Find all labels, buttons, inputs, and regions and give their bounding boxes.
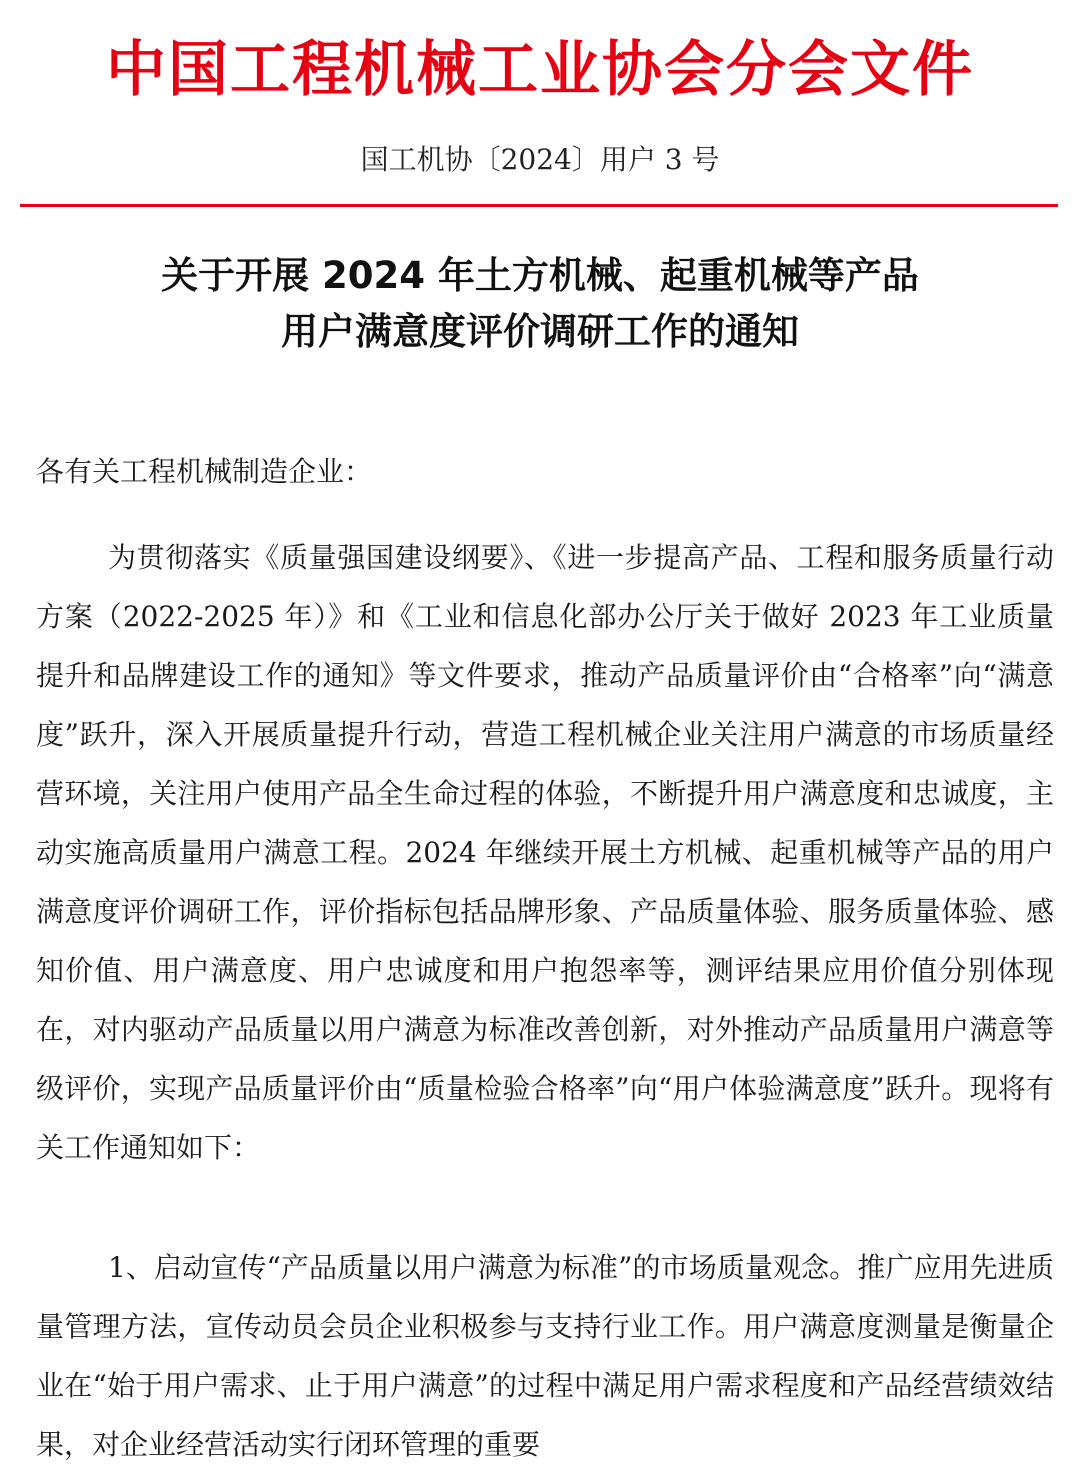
notice-title-line-2: 用户满意度评价调研工作的通知 — [281, 310, 799, 353]
org-header-title: 中国工程机械工业协会分会文件 — [106, 35, 974, 105]
notice-title — [0, 248, 1080, 360]
red-divider-line — [20, 204, 1058, 207]
document-number: 国工机协〔2024〕用户 3 号 — [360, 143, 720, 176]
body-paragraph-2: 1、启动宣传“产品质量以用户满意为标准”的市场质量观念。推广应用先进质量管理方法，宣传动员会员企业积极参与支持行业工作。用户满意度测量是衡量企业在“始于用户需求、止于用户满意”的过程中满足用户需求程度和产品经营绩效结果，对企业经营活动实行闭环管理的重要 — [36, 1251, 1054, 1461]
notice-title-line-1: 关于开展 2024 年土方机械、起重机械等产品 — [161, 254, 919, 297]
body-paragraph-1: 为贯彻落实《质量强国建设纲要》、《进一步提高产品、工程和服务质量行动方案（2022-2025 年）》和《工业和信息化部办公厅关于做好 2023 年工业质量提升和品牌建设工作的通知》等文件要求，推动产品质量评价由“合格率”向“满意度”跃升，深入开展质量提升行动，营造工程机械企业关注用户满意的市场质量经营环境，关注用户使用产品全生命过程的体验，不断提升用户满意度和忠诚度，主动实施高质量用户满意工程。2024 年继续开展土方机械、起重机械等产品的用户满意度评价调研工作，评价指标包括品牌形象、产品质量体验、服务质量体验、感知价值、用户满意度、用户忠诚度和用户抱怨率等，测评结果应用价值分别体现在，对内驱动产品质量以用户满意为标准改善创新，对外推动产品质量用户满意等级评价，实现产品质量评价由“质量检验合格率”向“用户体验满意度”跃升。现将有关工作通知如下： — [36, 541, 1054, 1164]
salutation: 各有关工程机械制造企业： — [36, 455, 373, 488]
